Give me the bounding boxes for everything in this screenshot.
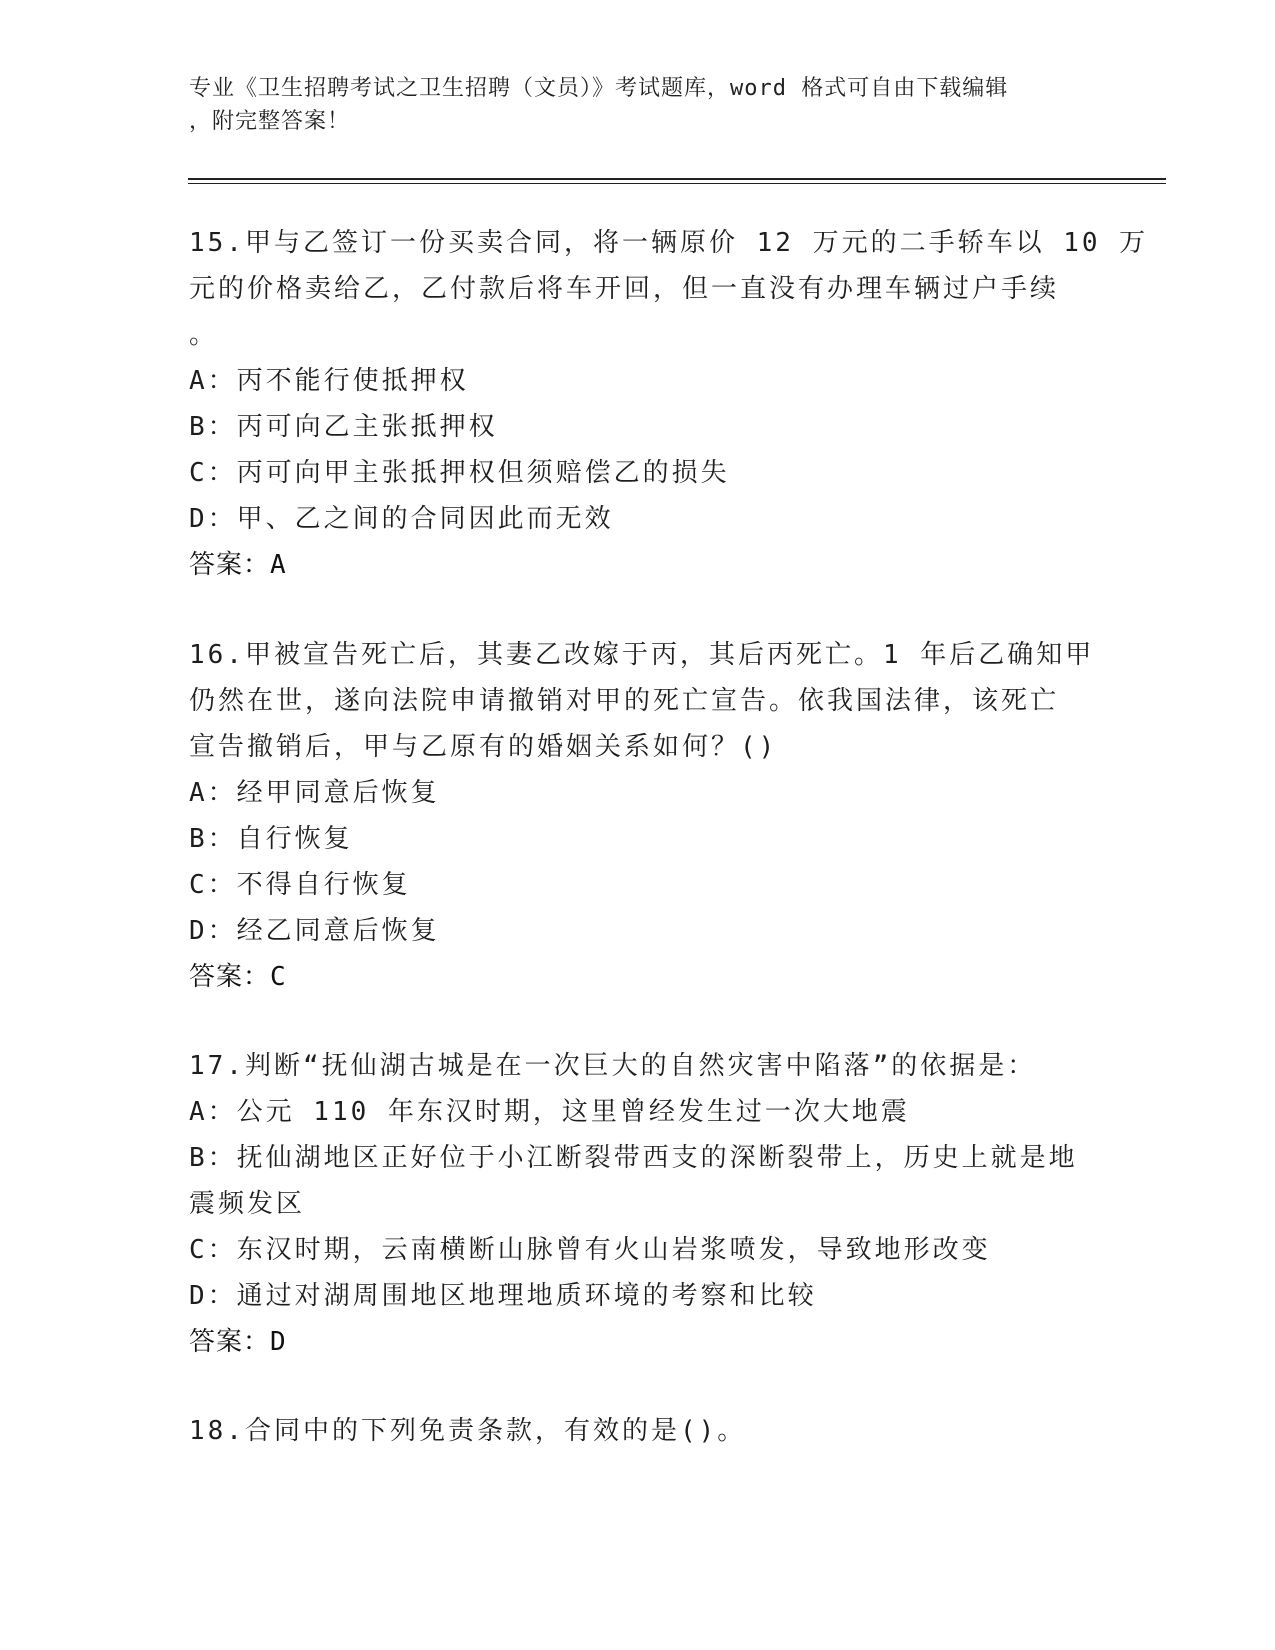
question-text-line: 16.甲被宣告死亡后，其妻乙改嫁于丙，其后丙死亡。1 年后乙确知甲: [189, 640, 1095, 670]
answer-label: 答案：: [189, 1327, 271, 1357]
question-text-line: 15.甲与乙签订一份买卖合同，将一辆原价 12 万元的二手轿车以 10 万: [189, 228, 1149, 258]
answer-value: D: [270, 1327, 287, 1357]
question-text-line: 。: [189, 320, 219, 350]
option-c: C：不得自行恢复: [189, 870, 411, 900]
option-b: B：抚仙湖地区正好位于小江断裂带西支的深断裂带上，历史上就是地: [189, 1143, 1078, 1173]
header-divider-thick: [188, 178, 1166, 180]
option-c: C：东汉时期，云南横断山脉曾有火山岩浆喷发，导致地形改变: [189, 1235, 991, 1265]
answer-value: A: [270, 550, 287, 580]
header-line-1: 专业《卫生招聘考试之卫生招聘（文员）》考试题库，word 格式可自由下载编辑: [189, 76, 1009, 101]
question-18: [189, 1408, 1089, 1454]
answer-line: [189, 542, 1089, 588]
option-d: D：甲、乙之间的合同因此而无效: [189, 504, 614, 534]
question-text-line: 18.合同中的下列免责条款，有效的是()。: [189, 1416, 747, 1446]
option-d: D：经乙同意后恢复: [189, 916, 440, 946]
question-text-line: 仍然在世，遂向法院申请撤销对甲的死亡宣告。依我国法律，该死亡: [189, 686, 1060, 716]
header-line-2: ，附完整答案！: [189, 109, 351, 134]
option-b: B：丙可向乙主张抵押权: [189, 412, 498, 442]
header-divider-thin: [188, 183, 1166, 184]
answer-label: 答案：: [189, 962, 271, 992]
option-d: D：通过对湖周围地区地理地质环境的考察和比较: [189, 1281, 817, 1311]
question-17: [189, 1043, 1089, 1365]
question-text-line: 17.判断“抚仙湖古城是在一次巨大的自然灾害中陷落”的依据是：: [189, 1051, 1037, 1081]
option-b-continued: 震频发区: [189, 1189, 306, 1219]
answer-line: [189, 1319, 1089, 1365]
question-16: [189, 632, 1095, 1000]
answer-value: C: [270, 962, 287, 992]
answer-label: 答案：: [189, 550, 271, 580]
option-c: C：丙可向甲主张抵押权但须赔偿乙的损失: [189, 458, 730, 488]
question-text-line: 宣告撤销后，甲与乙原有的婚姻关系如何？(): [189, 732, 778, 762]
question-15: [189, 220, 1149, 588]
question-text-line: 元的价格卖给乙，乙付款后将车开回，但一直没有办理车辆过户手续: [189, 274, 1060, 304]
option-a: A：经甲同意后恢复: [189, 778, 440, 808]
option-a: A：公元 110 年东汉时期，这里曾经发生过一次大地震: [189, 1097, 910, 1127]
option-a: A：丙不能行使抵押权: [189, 366, 469, 396]
document-header: [189, 72, 1069, 138]
answer-line: [189, 954, 1089, 1000]
option-b: B：自行恢复: [189, 824, 353, 854]
